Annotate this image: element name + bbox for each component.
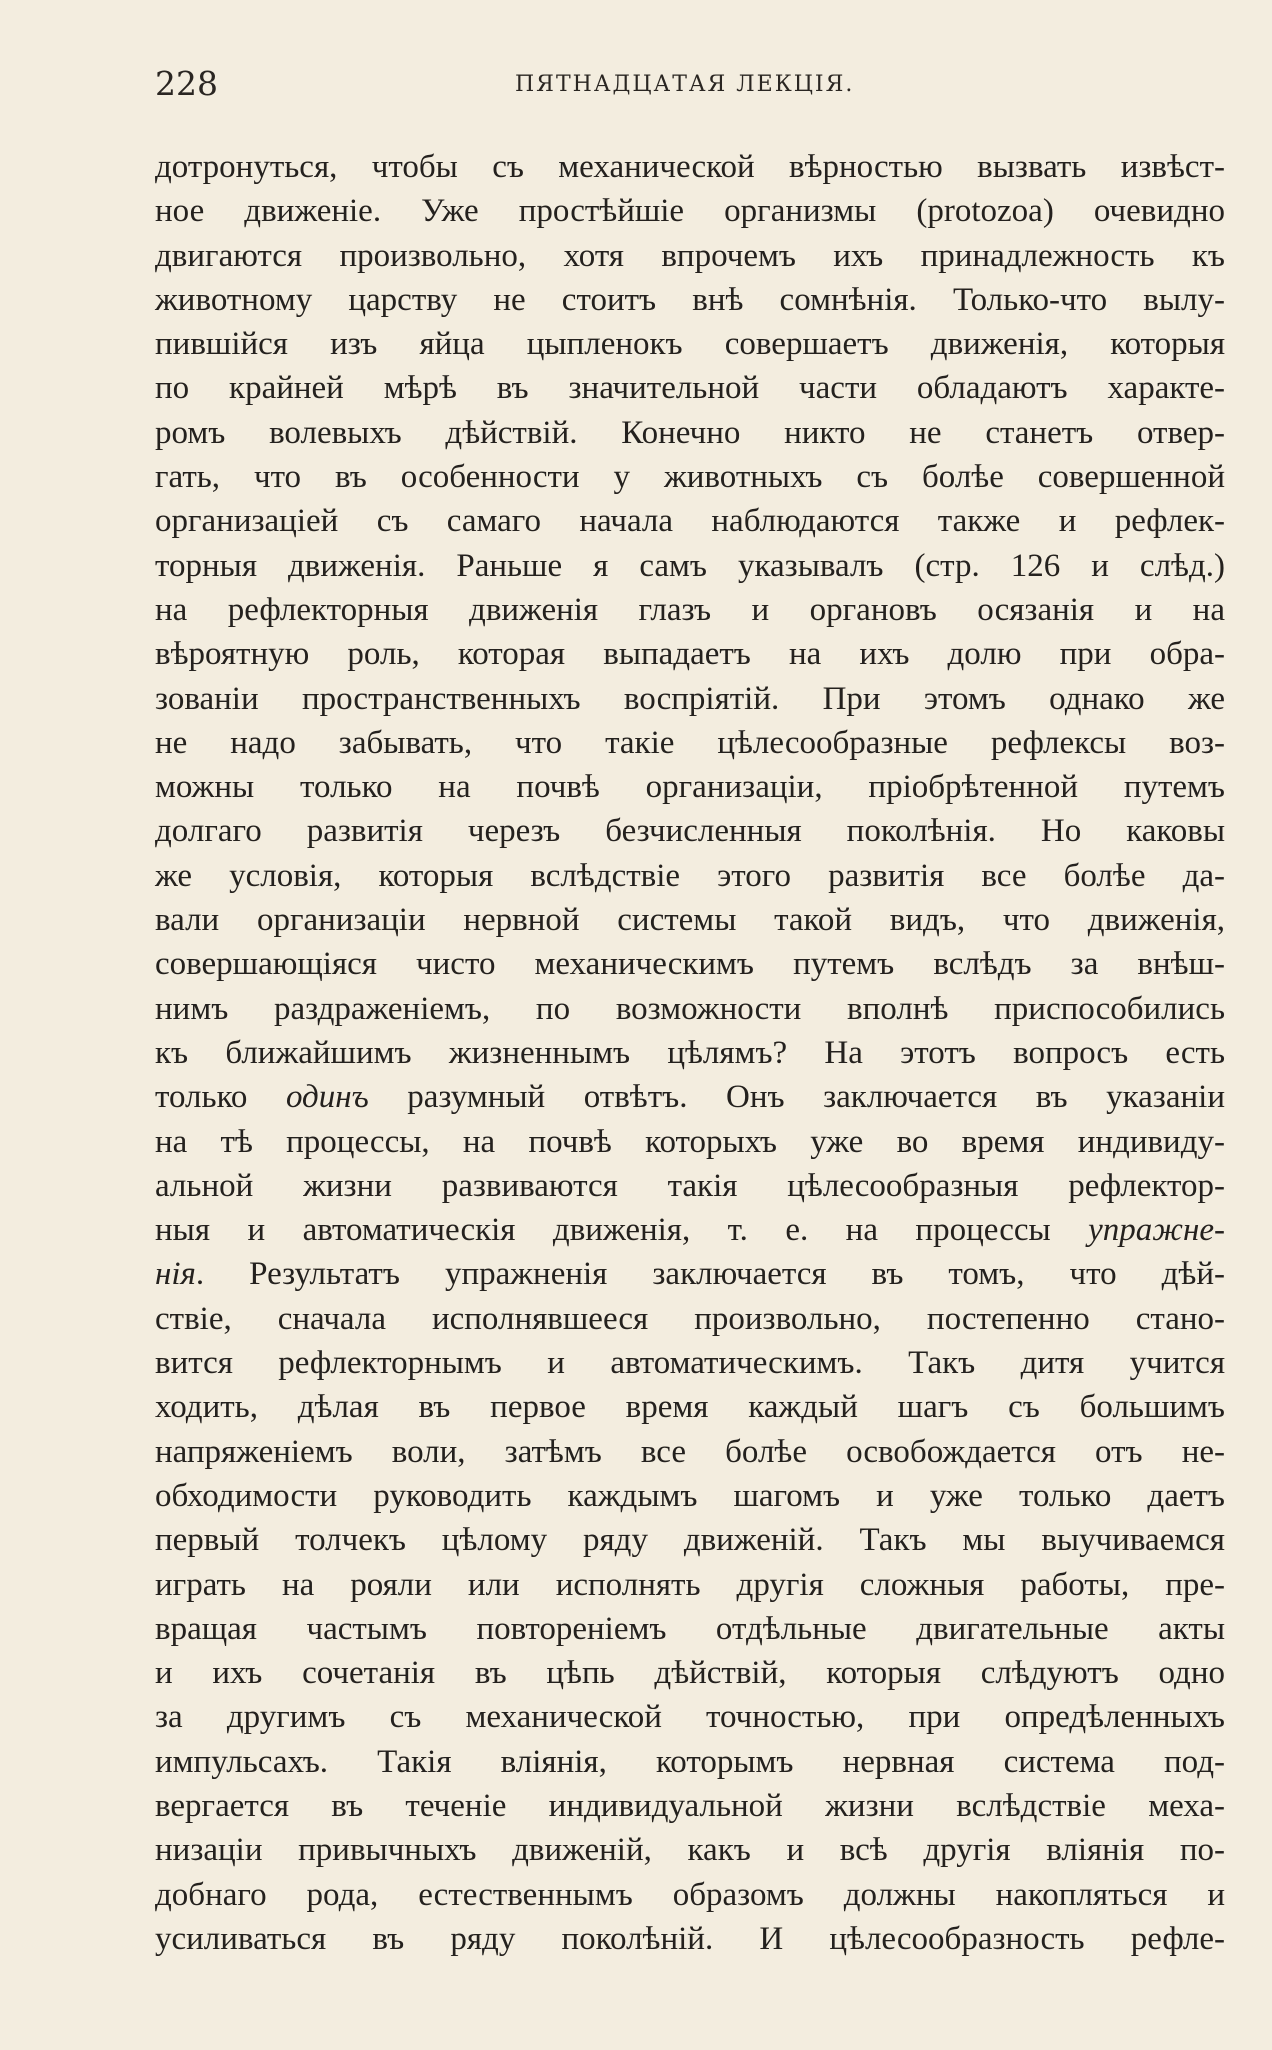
text-line [155, 1784, 1225, 1828]
text-segment: усиливаться въ ряду поколѣній. И цѣлесообразность рефле- [155, 1920, 1225, 1957]
text-segment: напряженіемъ воли, затѣмъ все болѣе освобождается отъ не- [155, 1433, 1225, 1470]
text-segment: же условія, которыя вслѣдствіе этого развитія все болѣе да- [155, 857, 1225, 894]
text-segment: разумный отвѣтъ. Онъ заключается въ указаніи [368, 1079, 1225, 1116]
text-line [155, 1252, 1225, 1296]
text-segment: первый толчекъ цѣлому ряду движеній. Такъ мы выучиваемся [155, 1522, 1225, 1559]
text-segment: на тѣ процессы, на почвѣ которыхъ уже во время индивиду- [155, 1123, 1225, 1160]
text-line [155, 278, 1225, 322]
text-segment: двигаются произвольно, хотя впрочемъ ихъ принадлежность къ [155, 237, 1225, 274]
text-line [155, 1208, 1225, 1252]
text-line [155, 1828, 1225, 1872]
text-line [155, 632, 1225, 676]
text-segment: по крайней мѣрѣ въ значительной части обладаютъ характе- [155, 370, 1225, 407]
text-line [155, 1164, 1225, 1208]
text-segment: гать, что въ особенности у животныхъ съ болѣе совершенной [155, 459, 1225, 496]
text-segment: животному царству не стоитъ внѣ сомнѣнія. Только-что вылу- [155, 281, 1225, 318]
text-segment: только [155, 1079, 286, 1116]
text-segment: зованіи пространственныхъ воспріятій. При этомъ однако же [155, 680, 1225, 717]
text-segment: и ихъ сочетанія въ цѣпь дѣйствій, которыя слѣдуютъ одно [155, 1655, 1225, 1692]
text-segment: ходить, дѣлая въ первое время каждый шагъ съ большимъ [155, 1389, 1225, 1426]
text-segment: нимъ раздраженіемъ, по возможности вполнѣ приспособились [155, 990, 1225, 1027]
text-line [155, 1120, 1225, 1164]
text-line [155, 1873, 1225, 1917]
text-segment: вали организаціи нервной системы такой видъ, что движенія, [155, 902, 1225, 939]
italic-emphasis: упражне- [1088, 1212, 1225, 1249]
text-line [155, 411, 1225, 455]
text-line [155, 677, 1225, 721]
text-line [155, 1430, 1225, 1474]
text-segment: ствіе, сначала исполнявшееся произвольно, постепенно стано- [155, 1300, 1225, 1337]
text-line [155, 366, 1225, 410]
text-segment: за другимъ съ механической точностью, при опредѣленныхъ [155, 1699, 1225, 1736]
text-segment: ромъ волевыхъ дѣйствій. Конечно никто не станетъ отвер- [155, 414, 1225, 451]
text-line [155, 1518, 1225, 1562]
text-segment: совершающіяся чисто механическимъ путемъ вслѣдъ за внѣш- [155, 946, 1225, 983]
text-segment: долгаго развитія черезъ безчисленныя поколѣнія. Но каковы [155, 813, 1225, 850]
text-segment: пившійся изъ яйца цыпленокъ совершаетъ движенія, которыя [155, 326, 1225, 363]
text-segment: организаціей съ самаго начала наблюдаются также и рефлек- [155, 503, 1225, 540]
running-title: ПЯТНАДЦАТАЯ ЛЕКЦІЯ. [515, 72, 855, 97]
text-line [155, 1563, 1225, 1607]
body-text [155, 145, 1225, 1961]
text-segment: вращая частымъ повтореніемъ отдѣльные двигательные акты [155, 1610, 1225, 1647]
text-line [155, 809, 1225, 853]
text-line [155, 721, 1225, 765]
text-segment: играть на рояли или исполнять другія сложныя работы, пре- [155, 1566, 1225, 1603]
text-line [155, 854, 1225, 898]
text-segment: дотронуться, чтобы съ механической вѣрностью вызвать извѣст- [155, 149, 1225, 185]
text-line [155, 1031, 1225, 1075]
text-line [155, 1297, 1225, 1341]
text-line [155, 145, 1225, 189]
text-line [155, 1740, 1225, 1784]
text-segment: альной жизни развиваются такія цѣлесообразныя рефлектор- [155, 1167, 1225, 1204]
text-segment: ныя и автоматическія движенія, т. е. на процессы [155, 1212, 1089, 1249]
text-line [155, 1474, 1225, 1518]
text-line [155, 234, 1225, 278]
text-segment: на рефлекторныя движенія глазъ и органовъ осязанія и на [155, 591, 1225, 628]
text-segment: вѣроятную роль, которая выпадаетъ на ихъ долю при обра- [155, 636, 1225, 673]
text-line [155, 1917, 1225, 1961]
text-line [155, 1607, 1225, 1651]
text-line [155, 1341, 1225, 1385]
text-segment: къ ближайшимъ жизненнымъ цѣлямъ? На этотъ вопросъ есть [155, 1034, 1225, 1071]
text-line [155, 1651, 1225, 1695]
text-line [155, 544, 1225, 588]
text-segment: не надо забывать, что такіе цѣлесообразные рефлексы воз- [155, 724, 1225, 761]
text-segment: низаціи привычныхъ движеній, какъ и всѣ другія вліянія по- [155, 1832, 1225, 1869]
text-segment: можны только на почвѣ организаціи, пріобрѣтенной путемъ [155, 769, 1225, 806]
text-line [155, 189, 1225, 233]
text-segment: импульсахъ. Такія вліянія, которымъ нервная система под- [155, 1743, 1225, 1780]
page-number: 228 [155, 64, 218, 103]
text-segment: обходимости руководить каждымъ шагомъ и уже только даетъ [155, 1477, 1225, 1514]
text-segment: торныя движенія. Раньше я самъ указывалъ (стр. 126 и слѣд.) [155, 547, 1225, 584]
text-line [155, 898, 1225, 942]
text-segment: вится рефлекторнымъ и автоматическимъ. Такъ дитя учится [155, 1345, 1225, 1382]
text-segment: . Результатъ упражненія заключается въ томъ, что дѣй- [195, 1256, 1225, 1293]
italic-emphasis: нія [155, 1256, 196, 1293]
text-line [155, 987, 1225, 1031]
page-header [155, 64, 1225, 114]
text-line [155, 1695, 1225, 1739]
text-line [155, 1075, 1225, 1119]
text-line [155, 942, 1225, 986]
text-segment: ное движеніе. Уже простѣйшіе организмы (protozoa) очевидно [155, 193, 1225, 230]
italic-emphasis: одинъ [285, 1079, 369, 1116]
text-segment: добнаго рода, естественнымъ образомъ должны накопляться и [155, 1876, 1225, 1913]
text-line [155, 588, 1225, 632]
text-line [155, 765, 1225, 809]
text-line [155, 455, 1225, 499]
text-line [155, 1385, 1225, 1429]
text-segment: вергается въ теченіе индивидуальной жизни вслѣдствіе меха- [155, 1787, 1225, 1824]
text-line [155, 499, 1225, 543]
text-line [155, 322, 1225, 366]
